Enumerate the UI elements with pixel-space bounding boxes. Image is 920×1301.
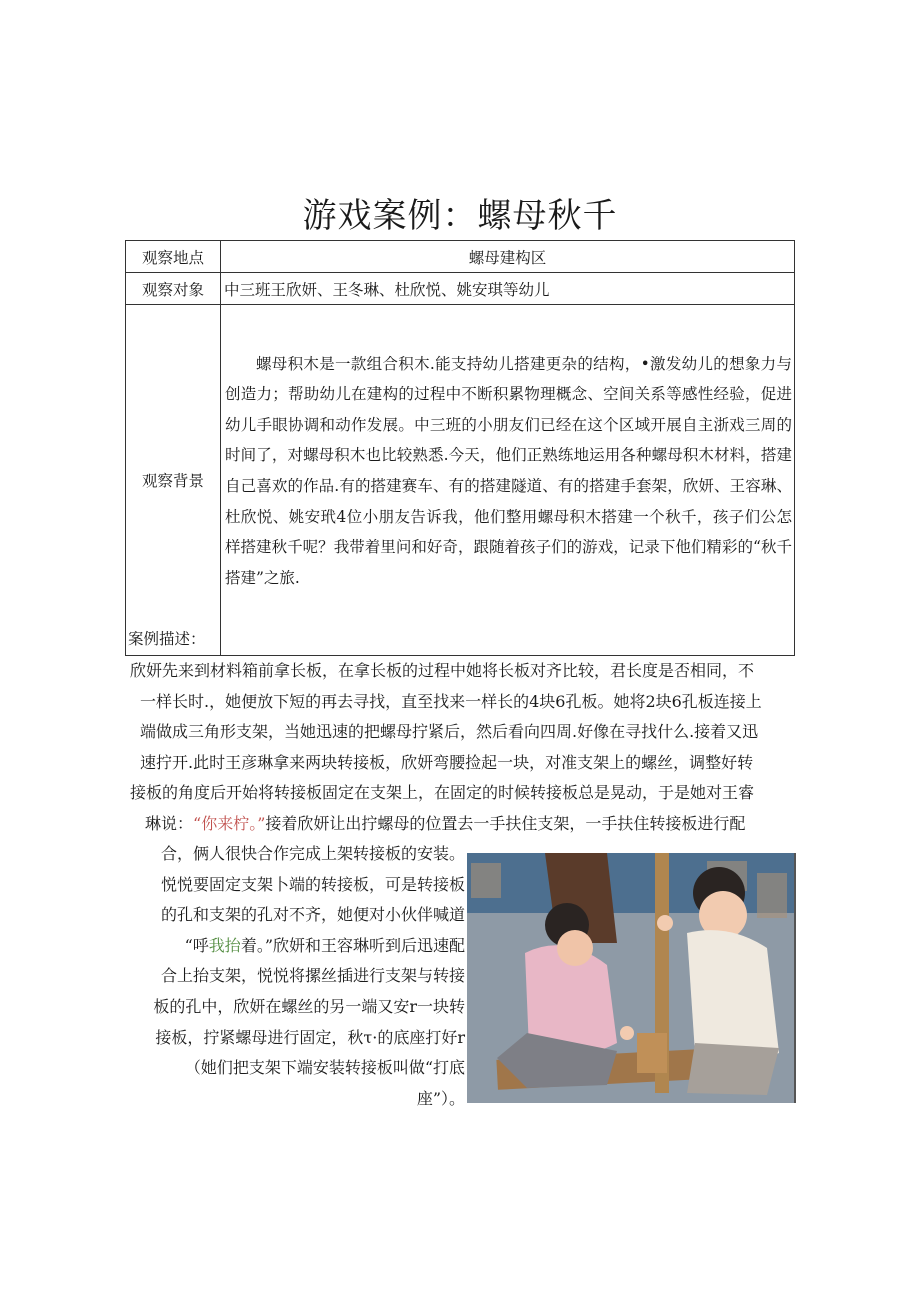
background-text: 螺母积木是一款组合积木.能支持幼儿搭建更杂的结构，•激发幼儿的想象力与创造力；帮助幼儿在建构的过程中不断积累物理概念、空间关系等感性经验，促进幼儿手眼协调和动作发展。中三班的小朋友们已经在这个区域开展自主浙戏三周的时间了，对螺母积木也比较熟悉.今天，他们正熟练地运用各种螺母积木材料，搭建自己喜欢的作品.有的搭建赛车、有的搭建隧道、有的搭建手套架，欣妍、王容琳、杜欣悦、姚安玳4位小朋友告诉我，他们整用螺母积木搭建一个秋千，孩子们公怎样搭建秋千呢？我带着里问和好奇，跟随着孩子们的游戏，记录下他们精彩的“秋千搭建”之旅. bbox=[221, 305, 795, 656]
paragraph-line: 的孔和支架的孔对不齐，她便对小伙伴喊道 bbox=[160, 905, 465, 925]
paragraph-line: 速拧开.此时王彦琳拿来两块转接板，欣妍弯腰捡起一块，对准支架上的螺丝，调整好转 bbox=[140, 752, 754, 772]
paragraph-line: 接板的角度后开始将转接板固定在支架上，在固定的时候转接板总是晃动，于是她对王睿 bbox=[130, 783, 755, 803]
paragraph-text: 琳说： bbox=[145, 813, 194, 833]
quote-text: 我抬 bbox=[208, 935, 241, 955]
subject-label: 观察对象 bbox=[126, 273, 221, 305]
paragraph-line: 欣妍先来到材料箱前拿长板，在拿长板的过程中她将长板对齐比较，君长度是否相同，不 bbox=[130, 661, 755, 680]
paragraph-line bbox=[125, 809, 797, 840]
location-value: 螺母建构区 bbox=[221, 241, 795, 273]
paragraph-line bbox=[125, 931, 465, 962]
table-row bbox=[126, 273, 795, 305]
quote-text: “你来柠。” bbox=[193, 813, 266, 833]
side-paragraph bbox=[125, 839, 465, 1114]
location-label: 观察地点 bbox=[126, 241, 221, 273]
paragraph-line: 端做成三角形支架，当她迅速的把螺母拧紧后，然后看向四周.好像在寻找什么.接着又迅 bbox=[140, 722, 759, 742]
paragraph-text: 接着欣妍让出拧螺母的位置去一手扶住支架，一手扶住转接板进行配 bbox=[265, 813, 746, 833]
paragraph-text: 着。”欣妍和王容琳听到后迅速配 bbox=[240, 935, 465, 955]
paragraph-line: 合上抬支架，悦悦将摞丝插进行支架与转接 bbox=[160, 966, 465, 986]
paragraph-line: 板的孔中，欣妍在螺丝的另一端又安r一块转 bbox=[153, 996, 465, 1016]
paragraph-line: 悦悦要固定支架卜端的转接板，可是转接板 bbox=[160, 874, 465, 894]
paragraph-line: 一样长时.，她便放下短的再去寻找，直至找来一样长的4块6孔板。她将2块6孔板连接上 bbox=[140, 691, 762, 711]
case-description-label: 案例描述： bbox=[128, 630, 206, 648]
table-row bbox=[126, 241, 795, 273]
paragraph-line: 合，俩人很快合作完成上架转接板的安装。 bbox=[160, 844, 465, 863]
paragraph-text: “呼 bbox=[184, 935, 209, 955]
observation-table bbox=[125, 240, 795, 656]
children-building-swing-photo bbox=[467, 853, 796, 1103]
table-row bbox=[126, 305, 795, 656]
background-label: 观察背景 bbox=[126, 305, 221, 656]
paragraph-line: （她们把支架下端安装转接板叫做“打底 bbox=[184, 1058, 465, 1078]
paragraph-line: 座”）。 bbox=[416, 1088, 465, 1108]
case-description bbox=[125, 656, 797, 840]
document-title: 游戏案例：螺母秋千 bbox=[302, 196, 618, 236]
paragraph-line: 接板，拧紧螺母进行固定，秋τ·的底座打好r bbox=[155, 1027, 465, 1047]
subject-value: 中三班王欣妍、王冬琳、杜欣悦、姚安琪等幼儿 bbox=[221, 273, 795, 305]
